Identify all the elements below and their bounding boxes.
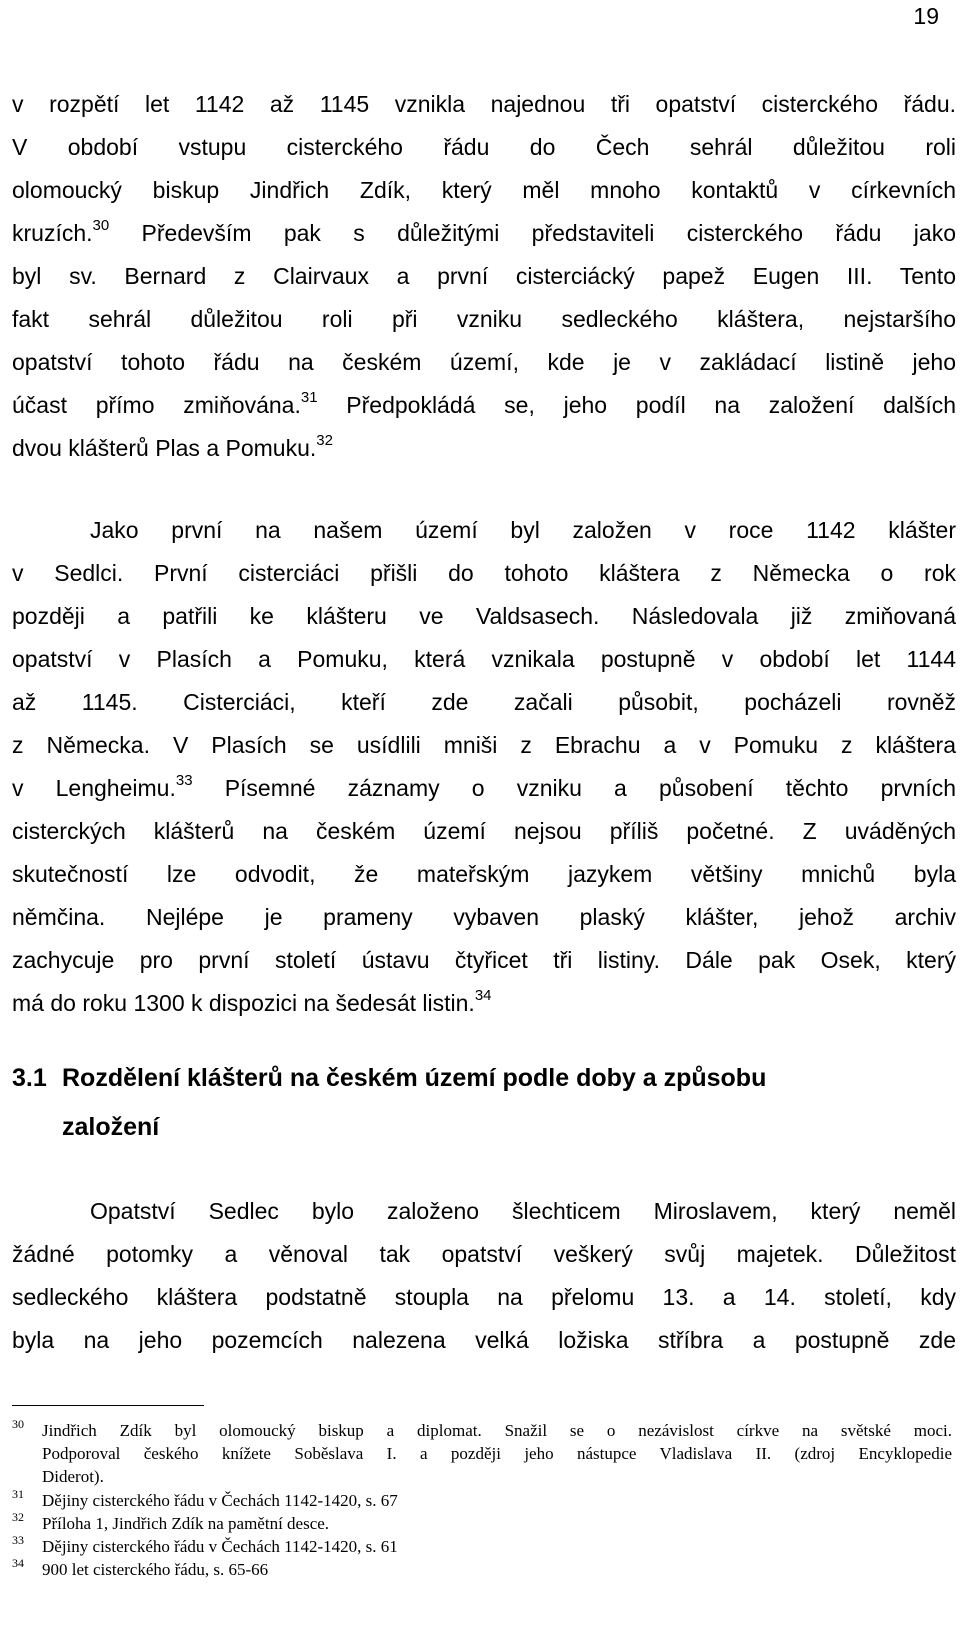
text-line: fakt sehrál důležitou roli při vzniku sedleckého kláštera, nejstaršího	[12, 306, 956, 332]
text-line: němčina. Nejlépe je prameny vybaven plaský klášter, jehož archiv	[12, 904, 956, 930]
text-line	[12, 773, 956, 803]
footnote-ref-30: 30	[92, 217, 110, 234]
footnote-ref-31: 31	[300, 389, 318, 406]
text-line: byl sv. Bernard z Clairvaux a první cisterciácký papež Eugen III. Tento	[12, 263, 956, 289]
footnote-number: 30	[12, 1417, 24, 1431]
text-run: dvou klášterů Plas a Pomuku.	[12, 435, 317, 461]
text-run: v Lengheimu.	[12, 775, 176, 801]
footnote-text: Dějiny cisterckého řádu v Čechách 1142-1420, s. 67	[42, 1491, 398, 1510]
footnote-number: 32	[12, 1510, 24, 1524]
text-line: opatství tohoto řádu na českém území, kde je v zakládací listině jeho	[12, 349, 956, 375]
footnote-number: 33	[12, 1533, 24, 1547]
text-line: olomoucký biskup Jindřich Zdík, který měl mnoho kontaktů v církevních	[12, 177, 956, 203]
text-run: Především pak s důležitými představiteli cisterckého řádu jako	[109, 220, 956, 246]
text-line: zachycuje pro první století ústavu čtyřicet tři listiny. Dále pak Osek, který	[12, 947, 956, 973]
text-line: V období vstupu cisterckého řádu do Čech sehrál důležitou roli	[12, 134, 956, 160]
footnote-ref-34: 34	[474, 987, 492, 1004]
footnote-number: 31	[12, 1487, 24, 1501]
text-line: Jako první na našem území byl založen v roce 1142 klášter	[90, 517, 956, 543]
text-run: kruzích.	[12, 220, 93, 246]
text-run: účast přímo zmiňována.	[12, 392, 301, 418]
section-title-line2: založení	[62, 1113, 160, 1141]
text-line: byla na jeho pozemcích nalezena velká ložiska stříbra a postupně zde	[12, 1327, 956, 1353]
footnote-separator	[12, 1405, 204, 1406]
text-line	[12, 433, 956, 463]
text-line: v rozpětí let 1142 až 1145 vznikla najednou tři opatství cisterckého řádu.	[12, 91, 956, 117]
footnote-text: Příloha 1, Jindřich Zdík na pamětní desce.	[42, 1514, 330, 1533]
text-line: Opatství Sedlec bylo založeno šlechticem Miroslavem, který neměl	[90, 1198, 956, 1224]
text-line: žádné potomky a věnoval tak opatství veškerý svůj majetek. Důležitost	[12, 1241, 956, 1267]
text-run: Písemné záznamy o vzniku a působení těchto prvních	[192, 775, 957, 801]
text-line: skutečností lze odvodit, že mateřským jazykem většiny mnichů byla	[12, 861, 956, 887]
section-heading	[12, 1062, 766, 1094]
text-line: až 1145. Cisterciáci, kteří zde začali působit, pocházeli rovněž	[12, 689, 956, 715]
footnote-text: 900 let cisterckého řádu, s. 65-66	[42, 1560, 269, 1579]
text-line: v Sedlci. První cisterciáci přišli do tohoto kláštera z Německa o rok	[12, 560, 956, 586]
footnote-ref-32: 32	[316, 432, 333, 449]
text-line: později a patřili ke klášteru ve Valdsasech. Následovala již zmiňovaná	[12, 603, 956, 629]
page-number: 19	[913, 3, 939, 29]
footnote-text: Diderot).	[42, 1467, 104, 1486]
section-title-line1: Rozdělení klášterů na českém území podle doby a způsobu	[62, 1064, 767, 1092]
text-line: opatství v Plasích a Pomuku, která vznikala postupně v období let 1144	[12, 646, 956, 672]
section-number: 3.1	[12, 1064, 47, 1092]
footnote-ref-33: 33	[175, 772, 193, 789]
footnote-text: Dějiny cisterckého řádu v Čechách 1142-1420, s. 61	[42, 1537, 398, 1556]
footnote-number: 34	[12, 1556, 24, 1570]
footnote-text: Jindřich Zdík byl olomoucký biskup a diplomat. Snažil se o nezávislost církve na světské moci.	[42, 1421, 952, 1440]
text-run: má do roku 1300 k dispozici na šedesát listin.	[12, 990, 475, 1016]
text-run: Předpokládá se, jeho podíl na založení dalších	[317, 392, 956, 418]
text-line	[12, 390, 956, 420]
text-line	[12, 218, 956, 248]
text-line: sedleckého kláštera podstatně stoupla na přelomu 13. a 14. století, kdy	[12, 1284, 956, 1310]
footnote-text: Podporoval českého knížete Soběslava I. a později jeho nástupce Vladislava II. (zdroj Encyklopedie	[42, 1444, 952, 1463]
text-line: z Německa. V Plasích se usídlili mniši z Ebrachu a v Pomuku z kláštera	[12, 732, 956, 758]
text-line	[12, 988, 956, 1018]
text-line: cisterckých klášterů na českém území nejsou příliš početné. Z uváděných	[12, 818, 956, 844]
